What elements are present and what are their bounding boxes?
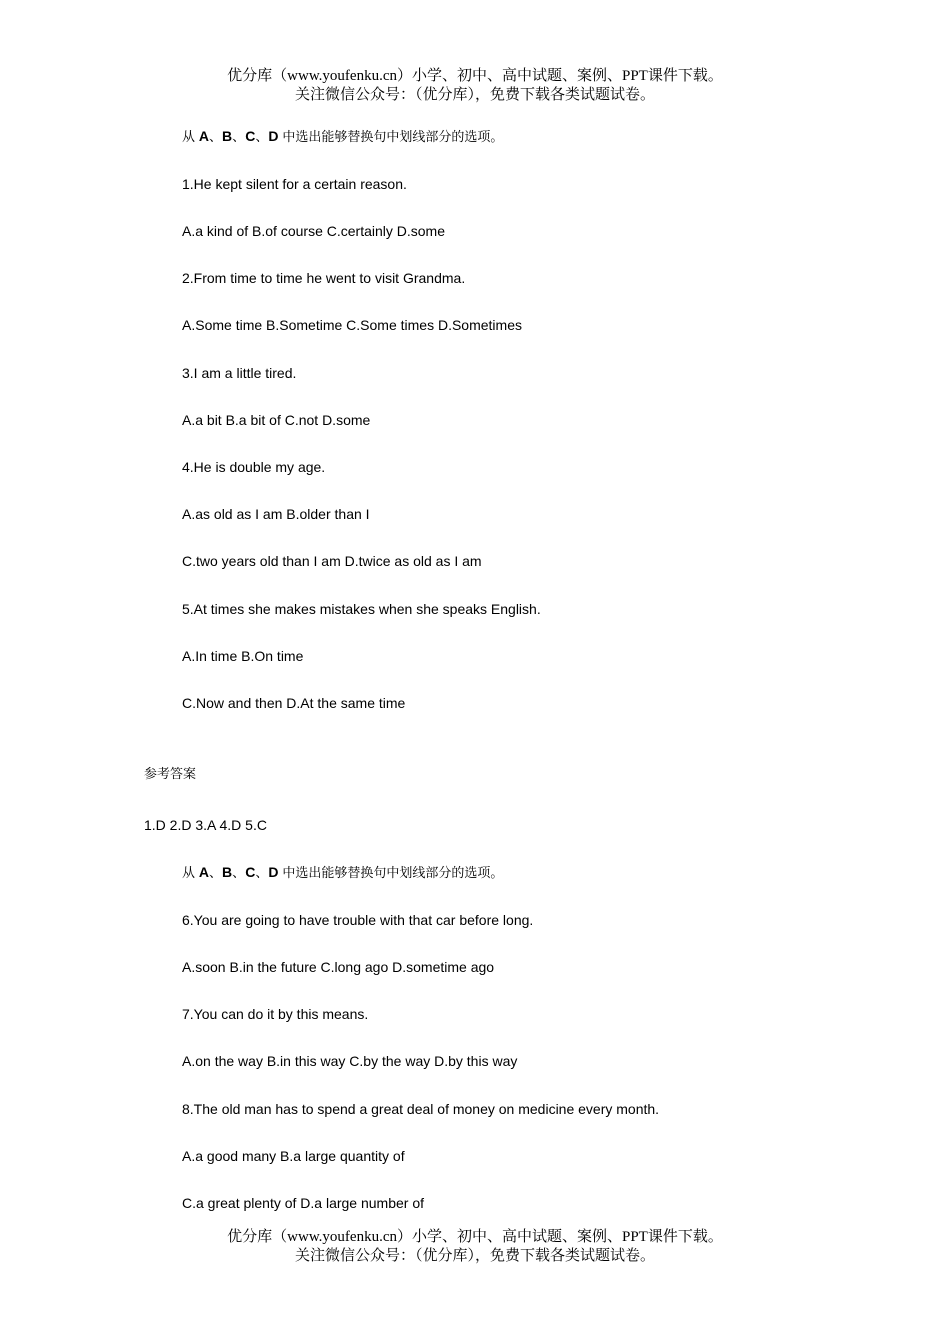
question-1-options: A.a kind of B.of course C.certainly D.some	[182, 223, 445, 239]
instruction-c: C	[245, 128, 256, 144]
instruction-2	[182, 863, 503, 883]
page-header	[0, 67, 950, 105]
instruction-c: C	[245, 864, 256, 880]
answers-text: 1.D 2.D 3.A 4.D 5.C	[144, 817, 267, 833]
question-3: 3.I am a little tired.	[182, 365, 297, 381]
question-5-options-2: C.Now and then D.At the same time	[182, 695, 406, 711]
question-4: 4.He is double my age.	[182, 459, 326, 475]
question-8: 8.The old man has to spend a great deal of money on medicine every month.	[182, 1101, 660, 1117]
header-line-1: 优分库（www.youfenku.cn）小学、初中、高中试题、案例、PPT课件下载。	[227, 68, 723, 84]
instruction-sep: 、	[232, 130, 246, 145]
instruction-d: D	[268, 864, 279, 880]
answers-title: 参考答案	[144, 767, 197, 782]
question-4-options-1: A.as old as I am B.older than I	[182, 506, 370, 522]
question-6-options: A.soon B.in the future C.long ago D.sometime ago	[182, 959, 495, 975]
instruction-a: A	[198, 128, 210, 144]
question-2: 2.From time to time he went to visit Grandma.	[182, 270, 466, 286]
question-7: 7.You can do it by this means.	[182, 1006, 369, 1022]
question-5: 5.At times she makes mistakes when she speaks English.	[182, 601, 541, 617]
instruction-1	[182, 127, 503, 147]
instruction-prefix: 从	[182, 130, 196, 145]
question-4-options-2: C.two years old than I am D.twice as old as I am	[182, 553, 482, 569]
footer-line-2: 关注微信公众号：（优分库），免费下载各类试题试卷。	[294, 1248, 655, 1264]
question-5-options-1: A.In time B.On time	[182, 648, 304, 664]
header-line-2: 关注微信公众号：（优分库），免费下载各类试题试卷。	[294, 87, 655, 103]
instruction-sep: 、	[255, 866, 269, 881]
instruction-b: B	[222, 864, 233, 880]
instruction-sep: 、	[209, 866, 223, 881]
question-7-options: A.on the way B.in this way C.by the way D.by this way	[182, 1053, 518, 1069]
question-8-options-2: C.a great plenty of D.a large number of	[182, 1195, 425, 1211]
instruction-sep: 、	[232, 866, 246, 881]
instruction-suffix: 中选出能够替换句中划线部分的选项。	[282, 130, 504, 145]
question-6: 6.You are going to have trouble with that car before long.	[182, 912, 534, 928]
page-footer	[0, 1228, 950, 1266]
instruction-sep: 、	[209, 130, 223, 145]
instruction-sep: 、	[255, 130, 269, 145]
instruction-b: B	[222, 128, 233, 144]
question-3-options: A.a bit B.a bit of C.not D.some	[182, 412, 371, 428]
instruction-suffix: 中选出能够替换句中划线部分的选项。	[282, 866, 504, 881]
instruction-prefix: 从	[182, 866, 196, 881]
question-2-options: A.Some time B.Sometime C.Some times D.Sometimes	[182, 317, 522, 333]
instruction-d: D	[268, 128, 279, 144]
question-8-options-1: A.a good many B.a large quantity of	[182, 1148, 405, 1164]
question-1: 1.He kept silent for a certain reason.	[182, 176, 407, 192]
instruction-a: A	[198, 864, 210, 880]
footer-line-1: 优分库（www.youfenku.cn）小学、初中、高中试题、案例、PPT课件下载。	[227, 1229, 723, 1245]
